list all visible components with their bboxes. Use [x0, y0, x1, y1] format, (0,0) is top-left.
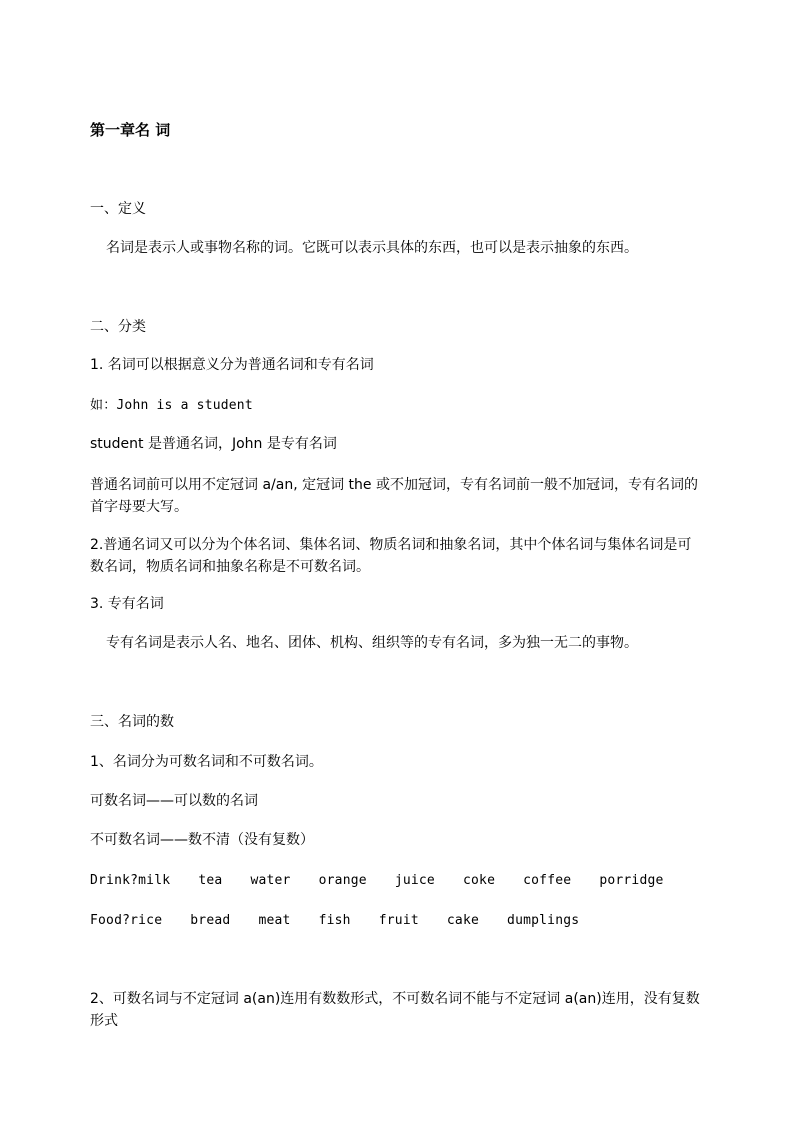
section-1-heading: 一、定义 — [90, 201, 146, 217]
drink-word: porridge — [599, 873, 664, 888]
section-3-heading: 三、名词的数 — [90, 714, 174, 730]
food-label: Food?rice — [90, 913, 163, 928]
countable-definition: 可数名词——可以数的名词 — [90, 793, 258, 809]
drink-word: juice — [394, 873, 435, 888]
food-word: fish — [318, 913, 351, 928]
section-1-body: 名词是表示人或事物名称的词。它既可以表示具体的东西，也可以是表示抽象的东西。 — [106, 240, 638, 256]
food-word: dumplings — [507, 913, 580, 928]
section-3-item-1: 1、名词分为可数名词和不可数名词。 — [90, 754, 323, 770]
section-2-paragraph-1: 普通名词前可以用不定冠词 a/an, 定冠词 the 或不加冠词，专有名词前一般不加冠词，专有名词的首字母要大写。 — [90, 477, 698, 515]
drink-word: orange — [318, 873, 367, 888]
food-word-row — [90, 911, 710, 931]
food-word: fruit — [378, 913, 419, 928]
example-note: student 是普通名词，John 是专有名词 — [90, 436, 337, 452]
example-line: 如：John is a student — [90, 398, 253, 413]
section-2-item-1: 1. 名词可以根据意义分为普通名词和专有名词 — [90, 357, 374, 373]
section-2-paragraph-2: 2.普通名词又可以分为个体名词、集体名词、物质名词和抽象名词，其中个体名词与集体名词是可数名词，物质名词和抽象名称是不可数名词。 — [90, 537, 692, 575]
section-2-item-3: 3. 专有名词 — [90, 596, 164, 612]
section-3-item-2: 2、可数名词与不定冠词 a(an)连用有数数形式，不可数名词不能与不定冠词 a(an)连用，没有复数形式 — [90, 991, 700, 1029]
drink-word-row — [90, 871, 710, 891]
food-word: cake — [446, 913, 480, 928]
uncountable-definition: 不可数名词——数不清（没有复数） — [90, 832, 314, 848]
chapter-title: 第一章名 词 — [90, 121, 171, 139]
drink-word: tea — [198, 873, 223, 888]
section-2-heading: 二、分类 — [90, 319, 146, 335]
drink-word: water — [250, 873, 291, 888]
food-word: bread — [190, 913, 231, 928]
section-2-item-3-body: 专有名词是表示人名、地名、团体、机构、组织等的专有名词，多为独一无二的事物。 — [106, 635, 638, 651]
food-word: meat — [258, 913, 291, 928]
drink-label: Drink?milk — [90, 873, 171, 888]
drink-word: coffee — [523, 873, 572, 888]
drink-word: coke — [462, 873, 496, 888]
